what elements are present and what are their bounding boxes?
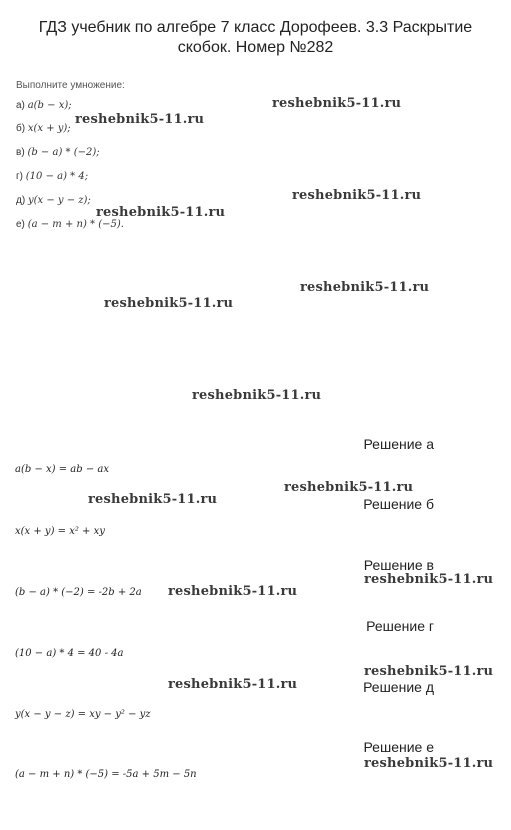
task-item-label: б) bbox=[16, 123, 26, 134]
solution-line: (b − a) * (−2) = -2b + 2a bbox=[15, 587, 142, 598]
task-item-expr: y(x − y − z); bbox=[27, 195, 91, 206]
task-item-v bbox=[16, 147, 100, 158]
task-item-label: д) bbox=[16, 195, 26, 206]
watermark: reshebnik5-11.ru bbox=[364, 664, 494, 679]
task-item-label: в) bbox=[16, 147, 25, 158]
solution-heading: Решение в bbox=[363, 557, 434, 573]
solution-heading: Решение а bbox=[363, 436, 434, 452]
task-item-expr: x(x + y); bbox=[27, 123, 71, 134]
watermark: reshebnik5-11.ru bbox=[168, 677, 298, 692]
solution-heading: Решение д bbox=[363, 679, 434, 695]
task-item-g bbox=[16, 171, 88, 182]
watermark: reshebnik5-11.ru bbox=[75, 112, 205, 127]
task-item-expr: a(b − x); bbox=[27, 100, 72, 111]
solution-heading: Решение б bbox=[363, 496, 434, 512]
page-title: ГДЗ учебник по алгебре 7 класс Дорофеев. 3.3 Раскрытие скобок. Номер №282 bbox=[38, 19, 473, 56]
watermark: reshebnik5-11.ru bbox=[96, 205, 226, 220]
task-item-expr: (a − m + n) * (−5). bbox=[27, 219, 124, 230]
watermark: reshebnik5-11.ru bbox=[168, 584, 298, 599]
task-heading: Выполните умножение: bbox=[16, 80, 125, 91]
watermark: reshebnik5-11.ru bbox=[272, 96, 402, 111]
watermark: reshebnik5-11.ru bbox=[300, 280, 430, 295]
task-item-label: г) bbox=[16, 171, 23, 182]
task-item-label: а) bbox=[16, 100, 25, 111]
task-item-d bbox=[16, 195, 91, 206]
watermark: reshebnik5-11.ru bbox=[192, 388, 322, 403]
solution-heading: Решение г bbox=[366, 618, 434, 634]
task-item-expr: (10 − a) * 4; bbox=[25, 171, 89, 182]
watermark: reshebnik5-11.ru bbox=[284, 480, 414, 495]
solution-heading: Решение е bbox=[363, 739, 434, 755]
task-item-expr: (b − a) * (−2); bbox=[27, 147, 100, 158]
solution-line: y(x − y − z) = xy − y² − yz bbox=[15, 709, 151, 720]
solution-line: x(x + y) = x² + xy bbox=[15, 526, 105, 537]
solution-line: (a − m + n) * (−5) = -5a + 5m − 5n bbox=[15, 769, 197, 780]
solution-line: (10 − a) * 4 = 40 - 4a bbox=[15, 648, 124, 659]
watermark: reshebnik5-11.ru bbox=[104, 296, 234, 311]
task-item-label: е) bbox=[16, 219, 25, 230]
watermark: reshebnik5-11.ru bbox=[88, 492, 218, 507]
watermark: reshebnik5-11.ru bbox=[364, 756, 494, 771]
watermark: reshebnik5-11.ru bbox=[364, 572, 494, 587]
task-item-a bbox=[16, 100, 72, 111]
watermark: reshebnik5-11.ru bbox=[292, 188, 422, 203]
task-item-b bbox=[16, 123, 71, 134]
task-item-e bbox=[16, 219, 124, 230]
solution-line: a(b − x) = ab − ax bbox=[15, 464, 109, 475]
